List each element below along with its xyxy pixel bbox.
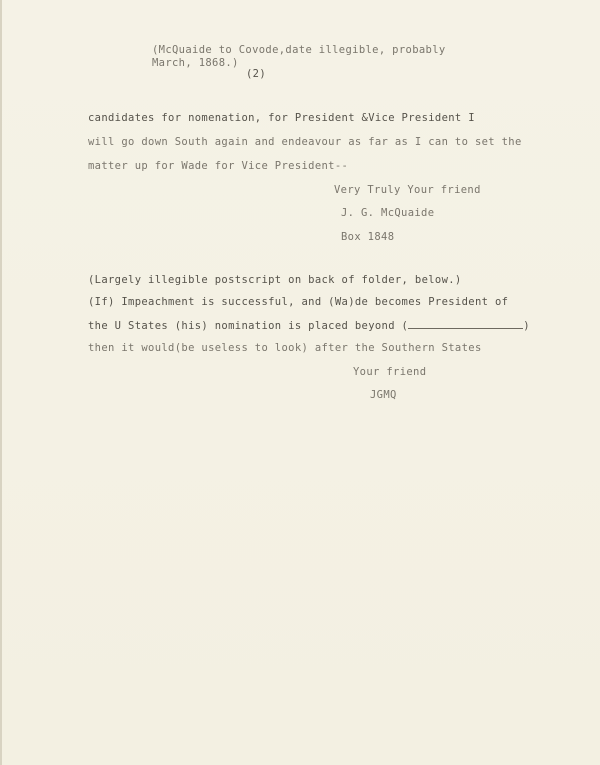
postscript-signoff: Your friend: [353, 366, 427, 378]
body-line-2: will go down South again and endeavour as far as I can to set the: [88, 136, 522, 148]
postscript-line-3: then it would(be useless to look) after the Southern States: [88, 342, 482, 354]
signature-name: J. G. McQuaide: [341, 207, 435, 219]
postscript-line-2-text: the U States (his) nomination is placed beyond (: [88, 320, 409, 332]
closing-salutation: Very Truly Your friend: [334, 184, 481, 196]
body-line-1: candidates for nomenation, for President &Vice President I: [88, 112, 475, 124]
postscript-line-1: (If) Impeachment is successful, and (Wa)de becomes President of: [88, 296, 509, 308]
postscript-note: (Largely illegible postscript on back of folder, below.): [88, 274, 462, 286]
postscript-line-2: [88, 319, 530, 333]
page-edge: [0, 0, 2, 765]
page-number: (2): [246, 68, 267, 80]
header-line-2: March, 1868.): [152, 57, 239, 69]
header-line-1: (McQuaide to Covode,date illegible, probably: [152, 44, 446, 56]
postscript-initials: JGMQ: [370, 389, 397, 401]
body-line-3: matter up for Wade for Vice President--: [88, 160, 349, 172]
postscript-line-2-close: ): [523, 320, 530, 332]
box-number: Box 1848: [341, 231, 395, 243]
illegible-blank: [408, 319, 523, 329]
